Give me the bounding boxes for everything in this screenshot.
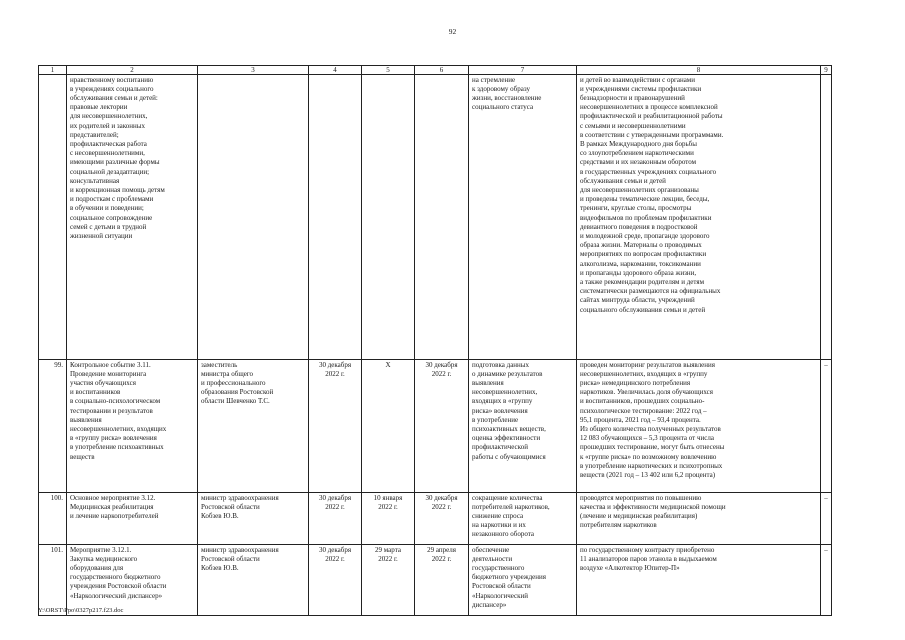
- program-report-table: [38, 65, 832, 616]
- start-date-cell: 10 января 2022 г.: [362, 493, 415, 545]
- responsible-cell: [198, 75, 309, 360]
- status-cell: по государственному контракту приобретено 11 анализаторов паров этанола в выдыхаемом воздухе «Алкотектор Юпитер-П»: [577, 545, 821, 616]
- page-number: 92: [448, 27, 457, 36]
- status-cell: и детей во взаимодействии с органами и учреждениями системы профилактики безнадзорности и правонарушений несовершеннолетних в процессе комплексной профилактической и реабилитационной работы с семьями и несовершеннолетними в соответствии с утвержденными программами. В рамках Международного дня борьбы со злоупотреблением наркотическими средствами и их незаконным оборотом в государственных учреждениях социального обслуживания семьи и детей для несовершеннолетних организованы и проведены тематические лекции, беседы, тренинги, круглые столы, просмотры видеофильмов по проблемам профилактики девиантного поведения в подростковой и молодежной среде, пропаганде здорового образа жизни. Материалы о проводимых мероприятиях по вопросам профилактики алкоголизма, наркомании, токсикомании и пропаганды здорового образа жизни, а также рекомендации родителям и детям систематически размещаются на официальных сайтах минтруда области, учреждений социального обслуживания семьи и детей: [577, 75, 821, 360]
- responsible-cell: министр здравоохранения Ростовской области Кобзев Ю.В.: [198, 493, 309, 545]
- row-number: [39, 75, 67, 360]
- table-row: [39, 75, 832, 360]
- end-date-cell: 30 декабря 2022 г.: [415, 360, 469, 493]
- column-header: 6: [415, 66, 469, 75]
- responsible-cell: министр здравоохранения Ростовской области Кобзев Ю.В.: [198, 545, 309, 616]
- responsible-cell: заместитель министра общего и профессионального образования Ростовской области Шевченко Т.С.: [198, 360, 309, 493]
- status-cell: проведен мониторинг результатов выявления несовершеннолетних, входящих в «группу риска» немедицинского потребления наркотиков. Увеличилась доля обучающихся и воспитанников, прошедших социально- психологическое тестирование: 2022 год – 95,1 процента, 2021 год – 93,4 процента. Из общего количества полученных результатов 12 083 обучающихся – 5,3 процента от числа прошедших тестирование, могут быть отнесены к «группе риска» по возможному вовлечению в употребление наркотических и психотропных веществ (2021 год – 13 402 или 6,2 процента): [577, 360, 821, 493]
- planned-date-cell: 30 декабря 2022 г.: [309, 360, 362, 493]
- end-date-cell: [415, 75, 469, 360]
- planned-date-cell: 30 декабря 2022 г.: [309, 493, 362, 545]
- start-date-cell: X: [362, 360, 415, 493]
- column-header: 3: [198, 66, 309, 75]
- result-cell: на стремление к здоровому образу жизни, восстановление социального статуса: [469, 75, 577, 360]
- end-date-cell: 30 декабря 2022 г.: [415, 493, 469, 545]
- row-number: 99.: [39, 360, 67, 493]
- column-header: 1: [39, 66, 67, 75]
- column-header: 9: [821, 66, 832, 75]
- row-number: 101.: [39, 545, 67, 616]
- result-cell: сокращение количества потребителей наркотиков, снижение спроса на наркотики и их незаконного оборота: [469, 493, 577, 545]
- column-header: 4: [309, 66, 362, 75]
- event-cell: Основное мероприятие 3.12. Медицинская реабилитация и лечение наркопотребителей: [67, 493, 198, 545]
- column-header: 2: [67, 66, 198, 75]
- start-date-cell: 29 марта 2022 г.: [362, 545, 415, 616]
- event-cell: Мероприятие 3.12.1. Закупка медицинского оборудования для государственного бюджетного учреждения Ростовской области «Наркологический диспансер»: [67, 545, 198, 616]
- note-cell: –: [821, 360, 832, 493]
- table-row: [39, 545, 832, 616]
- planned-date-cell: [309, 75, 362, 360]
- note-cell: [821, 75, 832, 360]
- planned-date-cell: 30 декабря 2022 г.: [309, 545, 362, 616]
- start-date-cell: [362, 75, 415, 360]
- result-cell: подготовка данных о динамике результатов выявления несовершеннолетних, входящих в «группу риска» вовлечения в употребление психоактивных веществ, оценка эффективности профилактической работы с обучающимися: [469, 360, 577, 493]
- note-cell: –: [821, 545, 832, 616]
- column-header: 8: [577, 66, 821, 75]
- status-cell: проводятся мероприятия по повышению качества и эффективности медицинской помощи (лечение и медицинская реабилитация) потребителям наркотиков: [577, 493, 821, 545]
- column-header: 7: [469, 66, 577, 75]
- row-number: 100.: [39, 493, 67, 545]
- header-row: [39, 66, 832, 75]
- column-header: 5: [362, 66, 415, 75]
- table-row: [39, 493, 832, 545]
- event-cell: нравственному воспитанию в учреждениях социального обслуживания семьи и детей: правовые лектории для несовершеннолетних, их родителей и законных представителей; профилактическая работа с несовершеннолетними, имеющими различные формы социальной дезадаптации; консультативная и коррекционная помощь детям и подросткам с проблемами в обучении и поведении; социальное сопровождение семей с детьми в трудной жизненной ситуации: [67, 75, 198, 360]
- end-date-cell: 29 апреля 2022 г.: [415, 545, 469, 616]
- footer-file-path: Y:\ORST\Ppo\0327p217.f23.doc: [38, 607, 124, 614]
- note-cell: –: [821, 493, 832, 545]
- event-cell: Контрольное событие 3.11. Проведение мониторинга участия обучающихся и воспитанников в социально-психологическом тестировании и результатов выявления несовершеннолетних, входящих в «группу риска» вовлечения в употребление психоактивных веществ: [67, 360, 198, 493]
- table-row: [39, 360, 832, 493]
- result-cell: обеспечение деятельности государственного бюджетного учреждения Ростовской области «Наркологический диспансер»: [469, 545, 577, 616]
